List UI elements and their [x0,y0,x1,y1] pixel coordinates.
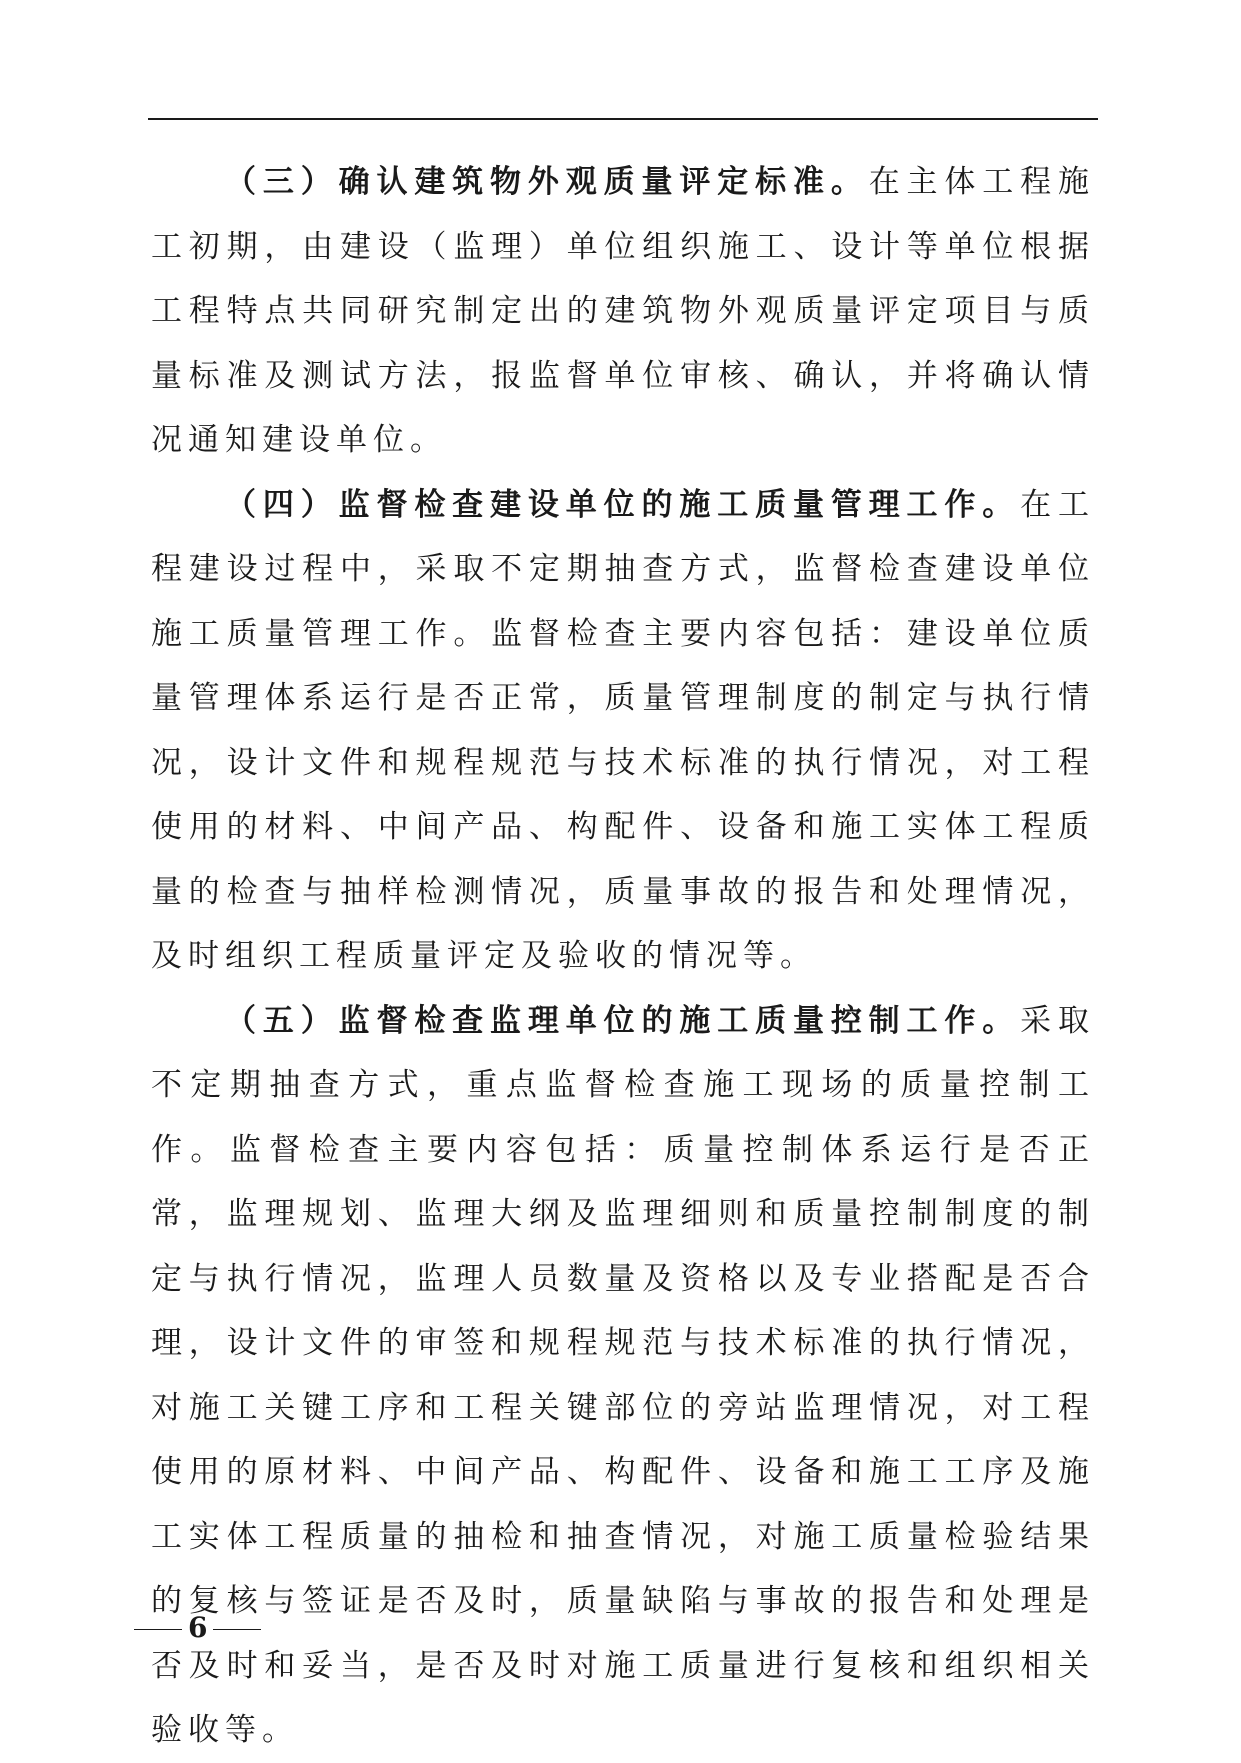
paragraph-5-text: 采取不定期抽查方式，重点监督检查施工现场的质量控制工作。监督检查主要内容包括：质量控制体系运行是否正常，监理规划、监理大纲及监理细则和质量控制制度的制定与执行情况，监理人员数量及资格以及专业搭配是否合理，设计文件的审签和规程规范与技术标准的执行情况，对施工关键工序和工程关键部位的旁站监理情况，对工程使用的原材料、中间产品、构配件、设备和施工工序及施工实体工程质量的抽检和抽查情况，对施工质量检验结果的复核与签证是否及时，质量缺陷与事故的报告和处理是否及时和妥当，是否及时对施工质量进行复核和组织相关验收等。 [151,1002,1096,1748]
page-number-left-dash [134,1629,182,1630]
document-body [151,150,1095,1763]
paragraph-4-text: 在工程建设过程中，采取不定期抽查方式，监督检查建设单位施工质量管理工作。监督检查主要内容包括：建设单位质量管理体系运行是否正常，质量管理制度的制定与执行情况，设计文件和规程规范与技术标准的执行情况，对工程使用的材料、中间产品、构配件、设备和施工实体工程质量的检查与抽样检测情况，质量事故的报告和处理情况，及时组织工程质量评定及验收的情况等。 [151,486,1096,974]
paragraph-5 [151,989,1095,1763]
paragraph-4-heading: （四）监督检查建设单位的施工质量管理工作。 [225,486,1021,523]
page-number-right-dash [213,1629,261,1630]
paragraph-3 [151,150,1095,473]
header-rule [148,118,1098,120]
paragraph-5-heading: （五）监督检查监理单位的施工质量控制工作。 [225,1002,1021,1039]
paragraph-3-heading: （三）确认建筑物外观质量评定标准。 [225,164,869,200]
paragraph-3-text: 在主体工程施工初期，由建设（监理）单位组织施工、设计等单位根据工程特点共同研究制定出的建筑物外观质量评定项目与质量标准及测试方法，报监督单位审核、确认，并将确认情况通知建设单位。 [151,164,1096,458]
page-number: 6 [188,1611,208,1644]
page-number-footer [134,1610,261,1646]
paragraph-4 [151,473,1095,989]
